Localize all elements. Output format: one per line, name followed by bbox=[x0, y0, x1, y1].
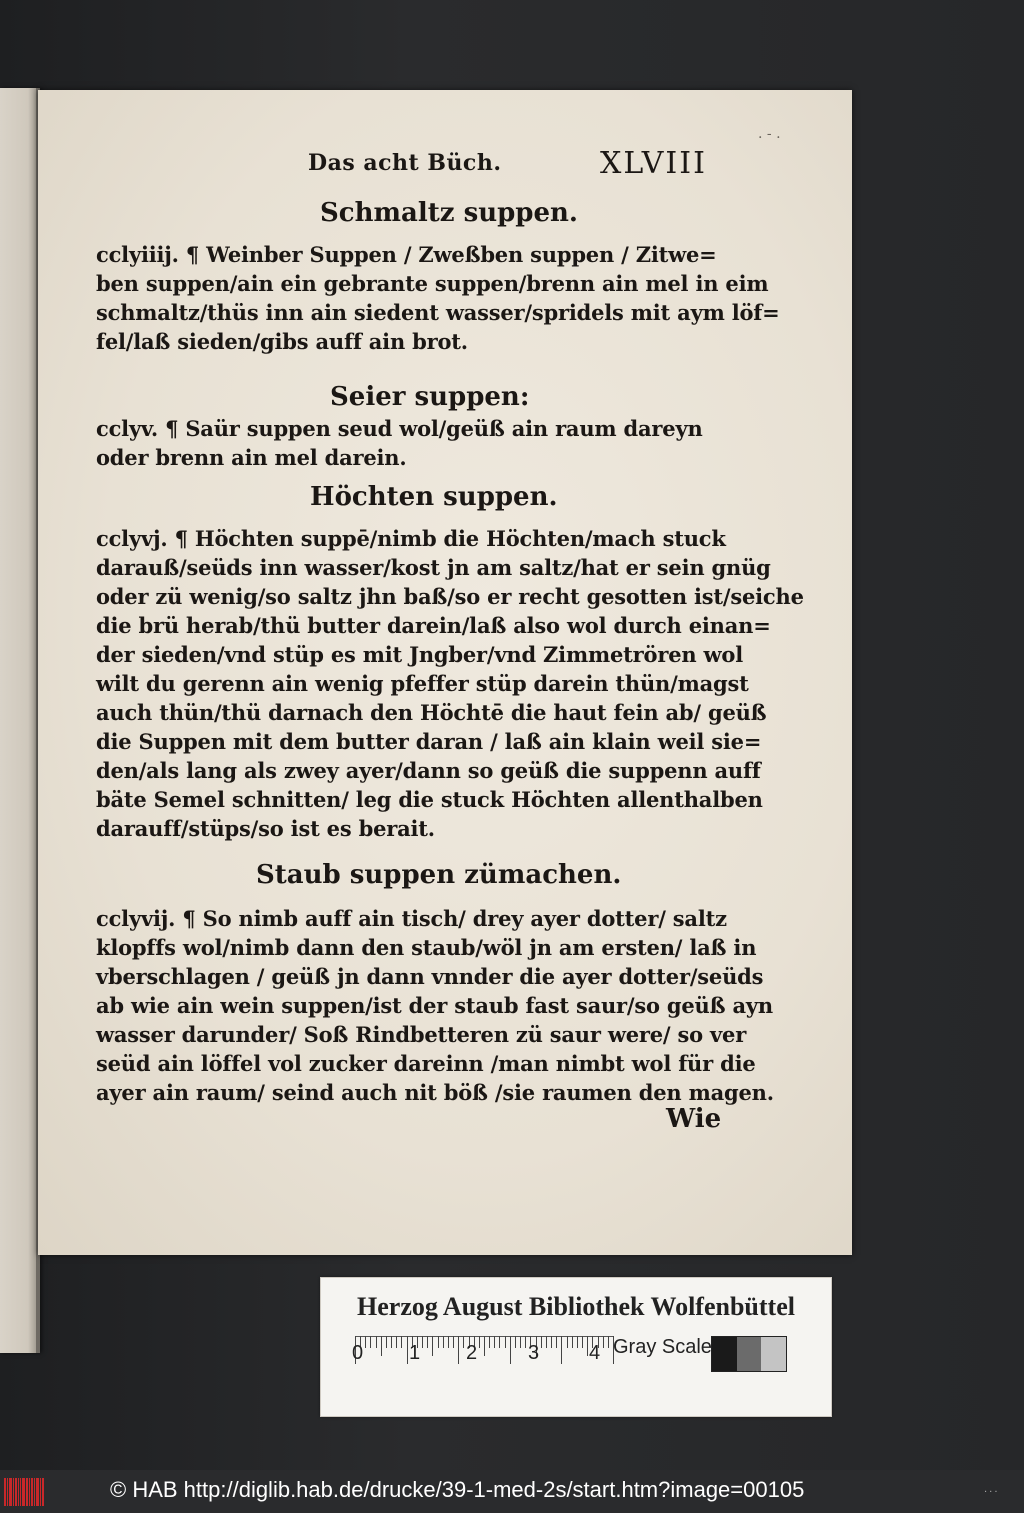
text-line: seüd ain löffel vol zucker dareinn /man nimbt wol für die bbox=[96, 1051, 756, 1076]
scale-number: 2 bbox=[466, 1342, 478, 1364]
centimeter-ruler bbox=[355, 1336, 613, 1372]
ruler-tick bbox=[427, 1336, 428, 1348]
ruler-tick bbox=[551, 1336, 552, 1348]
barcode-bar bbox=[13, 1478, 14, 1506]
barcode-bar bbox=[31, 1478, 33, 1506]
ruler-tick bbox=[572, 1336, 573, 1348]
text-line: fel/laß sieden/gibs auff ain brot. bbox=[96, 329, 468, 354]
gray-swatch-light bbox=[761, 1337, 786, 1371]
scale-number: 1 bbox=[409, 1342, 421, 1364]
ruler-tick bbox=[448, 1336, 449, 1348]
barcode-bar bbox=[34, 1478, 35, 1506]
scale-number: 0 bbox=[352, 1342, 364, 1364]
ruler-tick bbox=[484, 1336, 485, 1356]
ruler-tick bbox=[505, 1336, 506, 1348]
text-line: klopffs wol/nimb dann den staub/wöl jn am ersten/ laß in bbox=[96, 935, 757, 960]
text-line: cclyvj. ¶ Höchten suppē/nimb die Höchten/mach stuck bbox=[96, 526, 726, 551]
text-line: wilt du gerenn ain wenig pfeffer stüp darein thün/magst bbox=[96, 671, 749, 696]
catchword: Wie bbox=[666, 1104, 722, 1134]
copyright-url: © HAB http://diglib.hab.de/drucke/39-1-med-2s/start.htm?image=00105 bbox=[110, 1477, 805, 1502]
text-line: oder zü wenig/so saltz jhn baß/so er recht gesotten ist/seiche bbox=[96, 584, 804, 609]
text-line: bäte Semel schnitten/ leg die stuck Höchten allenthalben bbox=[96, 787, 763, 812]
barcode-icon bbox=[4, 1478, 44, 1506]
ruler-tick bbox=[561, 1336, 562, 1364]
text-line: die brü herab/thü butter darein/laß also wol durch einan= bbox=[96, 613, 771, 638]
ruler-tick bbox=[422, 1336, 423, 1348]
gray-swatch-dark bbox=[712, 1337, 737, 1371]
ruler-tick bbox=[515, 1336, 516, 1348]
scale-number: 3 bbox=[528, 1342, 540, 1364]
section-title: Schmaltz suppen. bbox=[320, 198, 578, 228]
text-line: auch thün/thü darnach den Höchtē die haut fein ab/ geüß bbox=[96, 700, 767, 725]
ruler-tick bbox=[438, 1336, 439, 1348]
gray-swatch-mid bbox=[737, 1337, 762, 1371]
ruler-tick bbox=[381, 1336, 382, 1356]
text-line: cclyvij. ¶ So nimb auff ain tisch/ drey ayer dotter/ saltz bbox=[96, 906, 727, 931]
barcode-bar bbox=[4, 1478, 6, 1506]
book-page bbox=[38, 90, 852, 1255]
more-icon: ... bbox=[984, 1484, 1000, 1495]
text-line: den/als lang als zwey ayer/dann so geüß die suppenn auff bbox=[96, 758, 761, 783]
ruler-tick bbox=[370, 1336, 371, 1348]
ruler-tick bbox=[577, 1336, 578, 1348]
ruler-tick bbox=[391, 1336, 392, 1348]
library-scale-label bbox=[320, 1277, 832, 1417]
ruler-tick bbox=[582, 1336, 583, 1348]
barcode-bar bbox=[42, 1478, 44, 1506]
running-header: Das acht Büch. bbox=[308, 150, 502, 176]
barcode-bar bbox=[26, 1478, 28, 1506]
section-title: Seier suppen: bbox=[330, 382, 530, 412]
text-line: darauff/stüps/so ist es berait. bbox=[96, 816, 435, 841]
ruler-tick bbox=[525, 1336, 526, 1348]
text-line: die Suppen mit dem butter daran / laß ain klain weil sie= bbox=[96, 729, 762, 754]
section-title: Staub suppen zümachen. bbox=[256, 860, 622, 890]
ruler-tick bbox=[401, 1336, 402, 1348]
viewer-footer bbox=[0, 1470, 1024, 1513]
ruler-tick bbox=[463, 1336, 464, 1348]
ruler-tick bbox=[443, 1336, 444, 1348]
gray-scale-label: Gray Scale bbox=[613, 1336, 712, 1358]
ruler-tick bbox=[453, 1336, 454, 1348]
barcode-bar bbox=[15, 1478, 17, 1506]
previous-page-edge bbox=[0, 88, 40, 1353]
text-line: cclyv. ¶ Saür suppen seud wol/geüß ain raum dareyn bbox=[96, 416, 703, 441]
ruler-tick bbox=[376, 1336, 377, 1348]
text-line: cclyiiij. ¶ Weinber Suppen / Zweßben suppen / Zitwe= bbox=[96, 242, 717, 267]
barcode-bar bbox=[18, 1478, 19, 1506]
ruler-tick bbox=[567, 1336, 568, 1348]
barcode-bar bbox=[36, 1478, 39, 1506]
barcode-bar bbox=[9, 1478, 12, 1506]
text-line: ben suppen/ain ein gebrante suppen/brenn ain mel in eim bbox=[96, 271, 769, 296]
section-title: Höchten suppen. bbox=[310, 482, 558, 512]
ruler-tick bbox=[608, 1336, 609, 1348]
gray-scale-swatches bbox=[711, 1336, 787, 1372]
library-name: Herzog August Bibliothek Wolfenbüttel bbox=[357, 1292, 795, 1321]
ruler-tick bbox=[556, 1336, 557, 1348]
text-line: vberschlagen / geüß jn dann vnnder die ayer dotter/seüds bbox=[96, 964, 764, 989]
ruler-tick bbox=[541, 1336, 542, 1348]
ruler-tick bbox=[587, 1336, 588, 1356]
text-line: schmaltz/thüs inn ain siedent wasser/spridels mit aym löf= bbox=[96, 300, 780, 325]
ruler-tick bbox=[510, 1336, 511, 1364]
barcode-bar bbox=[29, 1478, 30, 1506]
ruler-tick bbox=[458, 1336, 459, 1364]
ruler-tick bbox=[479, 1336, 480, 1348]
ruler-tick bbox=[407, 1336, 408, 1364]
ruler-tick bbox=[494, 1336, 495, 1348]
barcode-bar bbox=[22, 1478, 25, 1506]
ruler-tick bbox=[546, 1336, 547, 1348]
barcode-bar bbox=[7, 1478, 8, 1506]
text-line: ayer ain raum/ seind auch nit böß /sie raumen den magen. bbox=[96, 1080, 774, 1105]
ruler-tick bbox=[603, 1336, 604, 1348]
ruler-tick bbox=[432, 1336, 433, 1356]
barcode-bar bbox=[40, 1478, 41, 1506]
folio-number: XLVIII bbox=[600, 146, 707, 181]
ruler-tick bbox=[396, 1336, 397, 1348]
ruler-tick bbox=[499, 1336, 500, 1348]
text-line: darauß/seüds inn wasser/kost jn am saltz/hat er sein gnüg bbox=[96, 555, 771, 580]
page-marks: . - . bbox=[758, 126, 781, 142]
text-line: oder brenn ain mel darein. bbox=[96, 445, 407, 470]
text-line: wasser darunder/ Soß Rindbetteren zü saur were/ so ver bbox=[96, 1022, 747, 1047]
ruler-tick bbox=[520, 1336, 521, 1348]
barcode-bar bbox=[20, 1478, 21, 1506]
ruler-tick bbox=[489, 1336, 490, 1348]
ruler-tick bbox=[365, 1336, 366, 1348]
ruler-tick bbox=[386, 1336, 387, 1348]
text-line: ab wie ain wein suppen/ist der staub fast saur/so geüß ayn bbox=[96, 993, 773, 1018]
scale-number: 4 bbox=[589, 1342, 601, 1364]
text-line: der sieden/vnd stüp es mit Jngber/vnd Zimmetrören wol bbox=[96, 642, 743, 667]
